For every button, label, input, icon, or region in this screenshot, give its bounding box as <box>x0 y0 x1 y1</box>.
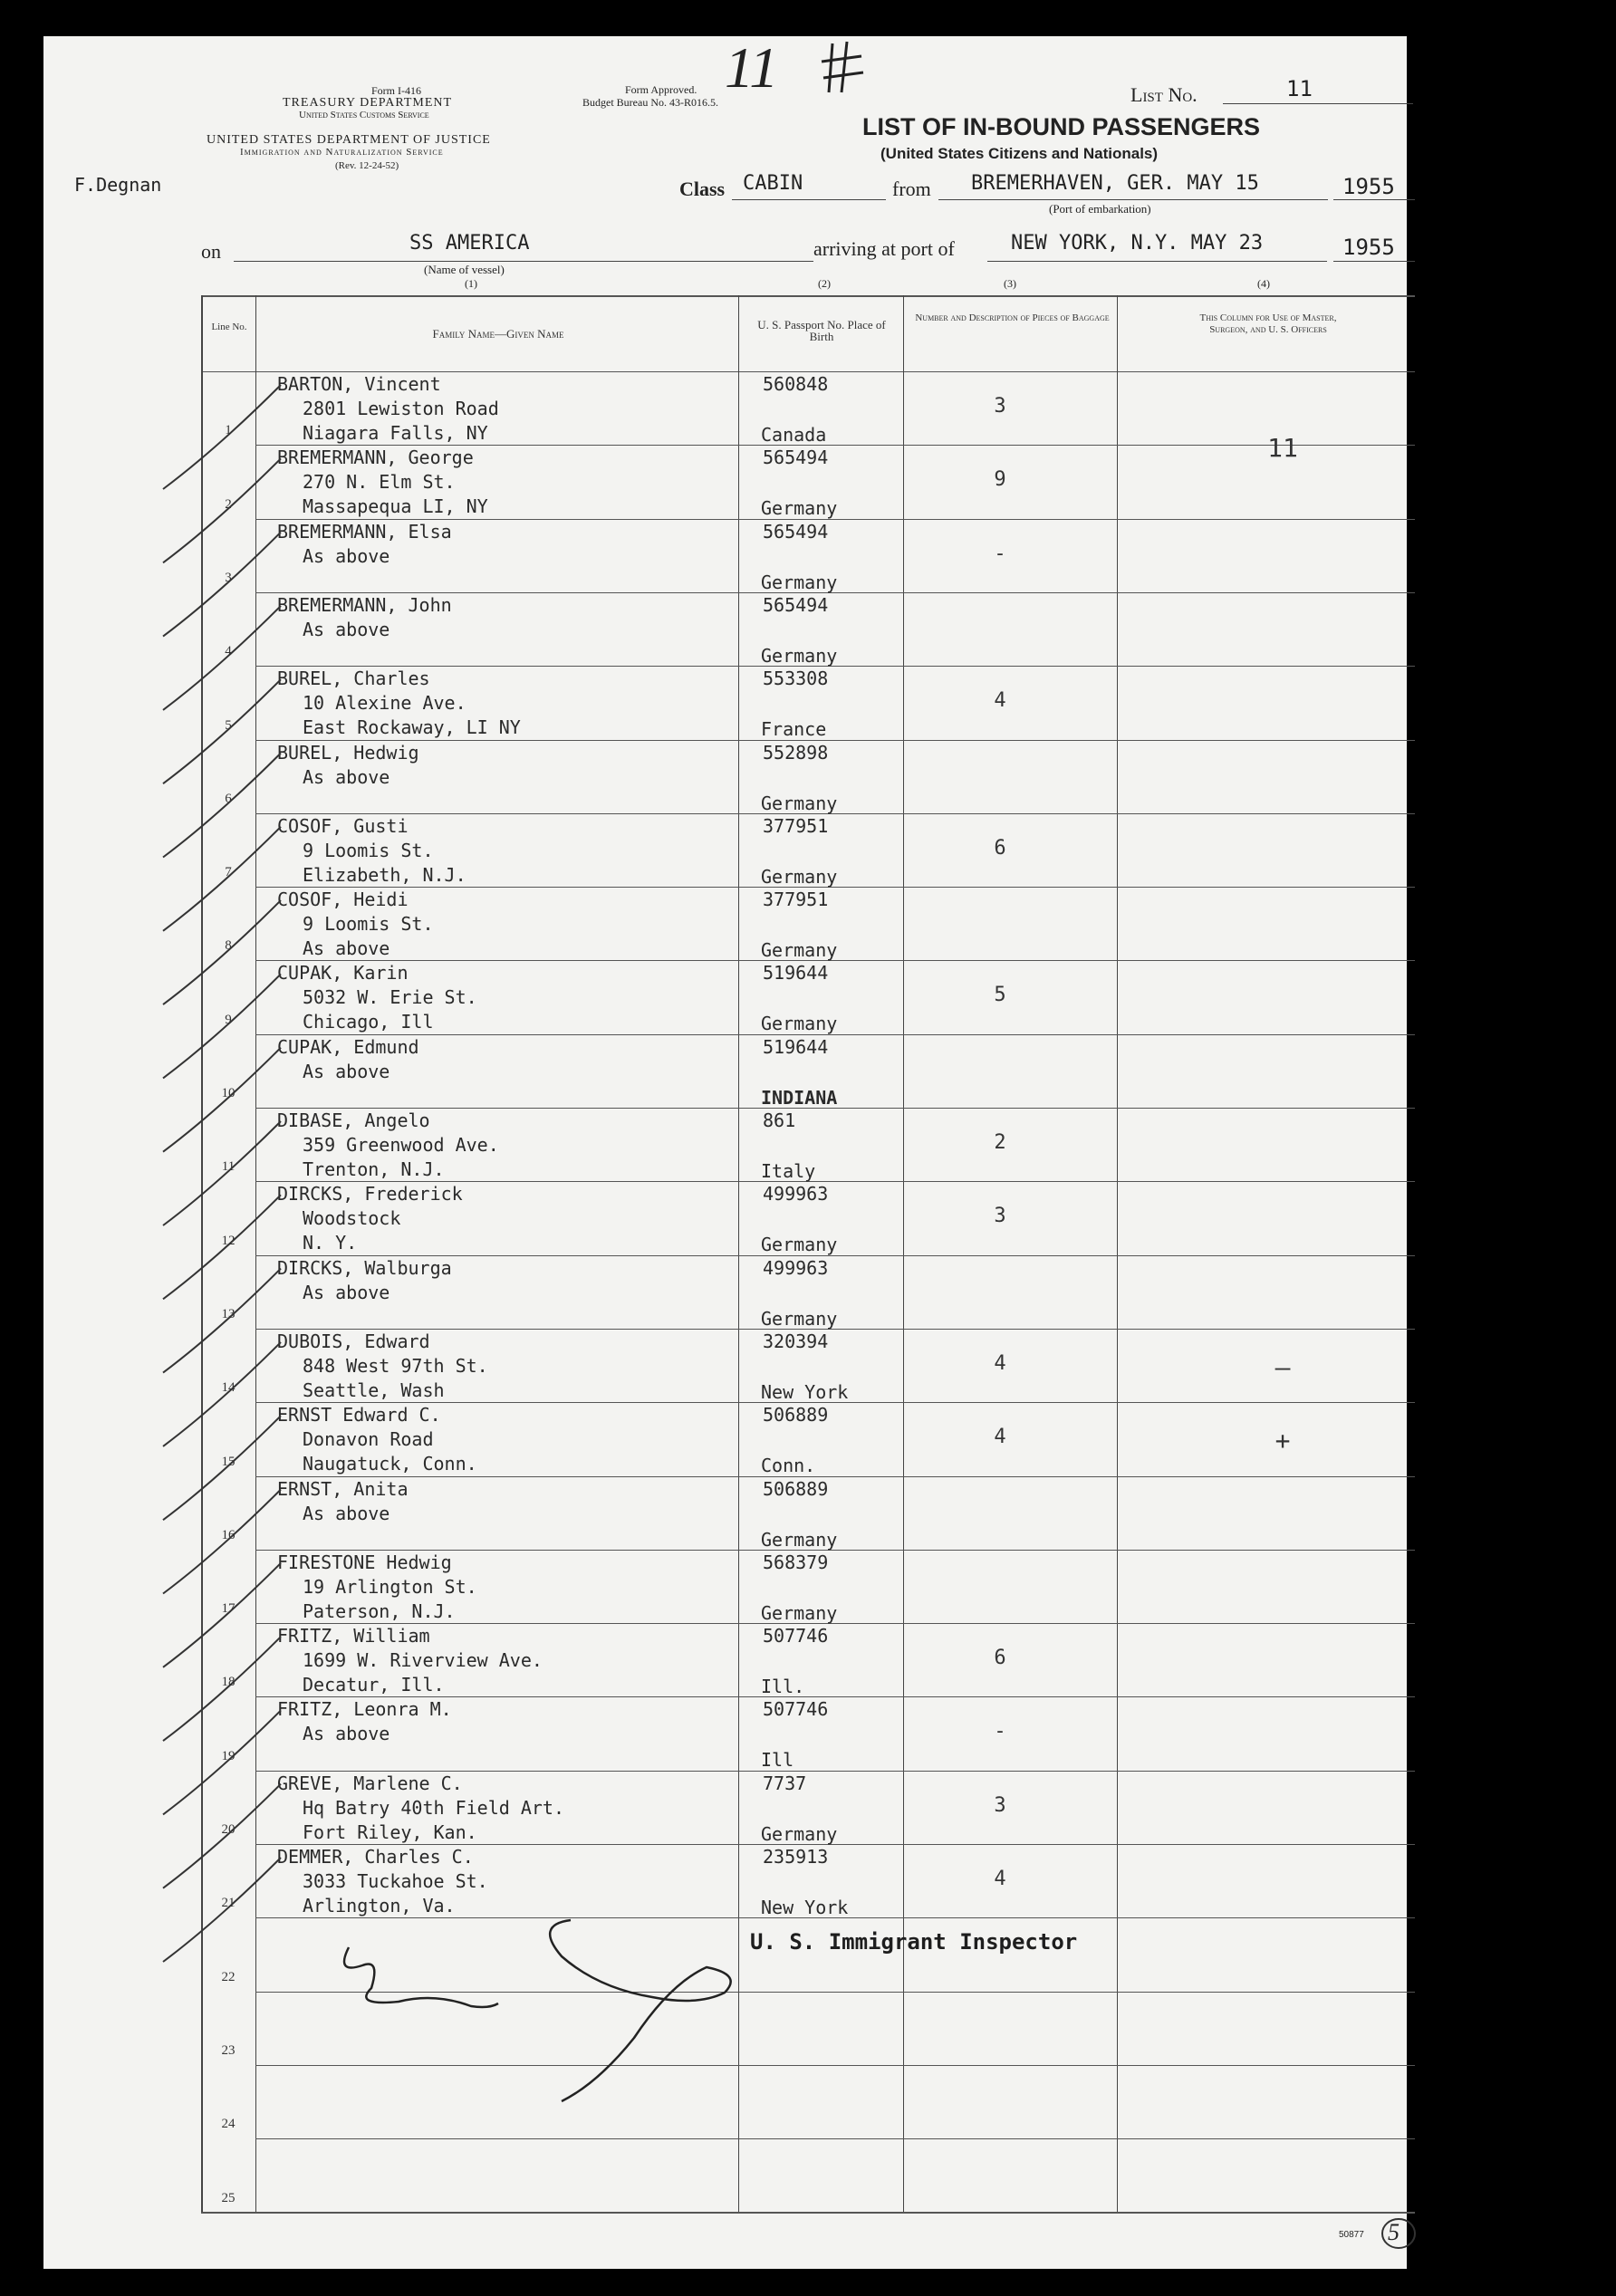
arriving-label: arriving at port of <box>813 237 955 260</box>
address-line-1: As above <box>303 1723 390 1745</box>
passenger-name: COSOF, Gusti <box>277 814 409 837</box>
passenger-name: DIBASE, Angelo <box>277 1110 430 1131</box>
address-line-2: Paterson, N.J. <box>303 1600 456 1622</box>
passenger-name: GREVE, Marlene C. <box>277 1772 463 1794</box>
place-of-birth: Germany <box>761 1528 838 1551</box>
baggage-count: 5 <box>994 984 1006 1007</box>
line-number: 2 <box>225 496 232 512</box>
check-mark <box>163 1269 281 1373</box>
address-line-2: East Rockaway, LI NY <box>303 716 521 739</box>
arrival-year-underline <box>1333 261 1415 262</box>
passport-number: 861 <box>763 1110 796 1131</box>
check-mark <box>163 827 281 931</box>
passport-number: 7737 <box>763 1772 807 1794</box>
check-mark <box>163 900 281 1004</box>
officer-notation: + <box>1275 1426 1291 1456</box>
address-line-1: As above <box>303 544 390 567</box>
place-of-birth: Canada <box>761 424 827 446</box>
baggage-count: 4 <box>994 1868 1006 1890</box>
passport-number: 377951 <box>763 814 829 837</box>
address-line-1: As above <box>303 1281 390 1303</box>
address-line-1: As above <box>303 1502 390 1524</box>
check-mark <box>163 1490 281 1594</box>
passenger-name: BUREL, Hedwig <box>277 741 419 764</box>
line-number: 21 <box>221 1896 236 1911</box>
check-mark <box>163 458 281 562</box>
inspector-stamp: U. S. Immigrant Inspector <box>750 1929 1078 1955</box>
address-line-1: 3033 Tuckahoe St. <box>303 1870 488 1892</box>
officer-notation: 11 <box>1267 433 1298 463</box>
passport-number: 507746 <box>763 1698 829 1721</box>
address-line-1: As above <box>303 1060 390 1082</box>
check-mark <box>163 1858 281 1962</box>
passenger-name: ERNST, Anita <box>277 1477 409 1500</box>
treasury-dept: TREASURY DEPARTMENT <box>283 96 453 110</box>
list-no-underline <box>1223 103 1413 104</box>
list-no-value: 11 <box>1286 76 1313 101</box>
justice-dept: UNITED STATES DEPARTMENT OF JUSTICE <box>207 133 491 147</box>
address-line-1: 9 Loomis St. <box>303 839 434 861</box>
check-mark <box>163 974 281 1078</box>
list-no-label: List No. <box>1130 83 1198 106</box>
check-mark <box>163 1637 281 1741</box>
line-number: 7 <box>225 865 232 880</box>
place-of-birth: Germany <box>761 497 838 520</box>
from-underline <box>938 199 1328 200</box>
passport-number: 560848 <box>763 373 829 395</box>
page-number-circle <box>1379 2215 1419 2252</box>
passenger-name: BREMERMANN, George <box>277 447 474 469</box>
passenger-name: DEMMER, Charles C. <box>277 1846 474 1868</box>
form-number: Form I-416 <box>371 84 421 97</box>
header-bottom-border <box>201 371 1415 372</box>
line-number: 5 <box>225 717 232 733</box>
address-line-1: 5032 W. Erie St. <box>303 986 477 1009</box>
passport-number: 499963 <box>763 1256 829 1279</box>
place-of-birth: Conn. <box>761 1455 816 1477</box>
baggage-count: - <box>994 542 1006 565</box>
passenger-name: FIRESTONE Hedwig <box>277 1551 452 1573</box>
address-line-2: As above <box>303 937 390 960</box>
passport-number: 499963 <box>763 1183 829 1206</box>
address-line-2: Naugatuck, Conn. <box>303 1453 477 1475</box>
officer-notation: — <box>1275 1351 1291 1382</box>
line-number: 11 <box>221 1159 236 1175</box>
baggage-count: 3 <box>994 1205 1006 1228</box>
passenger-name: DIRCKS, Frederick <box>277 1183 463 1206</box>
row-divider <box>255 740 1415 741</box>
line-number: 20 <box>221 1822 236 1837</box>
address-line-2: Chicago, Ill <box>303 1011 434 1033</box>
customs-service: United States Customs Service <box>299 110 429 120</box>
row-divider <box>255 1696 1415 1697</box>
check-mark <box>163 1784 281 1888</box>
passport-number: 565494 <box>763 447 829 469</box>
address-line-2: Decatur, Ill. <box>303 1674 445 1696</box>
line-number: 23 <box>221 2042 236 2058</box>
address-line-1: 10 Alexine Ave. <box>303 692 467 715</box>
document-subtitle: (United States Citizens and Nationals) <box>880 145 1159 162</box>
passenger-name: BARTON, Vincent <box>277 373 441 395</box>
place-of-birth: Germany <box>761 1822 838 1845</box>
header-officers: This Column for Use of Master, Surgeon, and U. S. Officers <box>1199 312 1337 335</box>
line-number: 10 <box>221 1086 236 1100</box>
passport-col-divider <box>903 295 904 2212</box>
place-of-birth: Germany <box>761 571 838 593</box>
line-number: 19 <box>221 1748 236 1763</box>
arrival-port: NEW YORK, N.Y. MAY 23 <box>1011 232 1264 255</box>
passenger-name: DIRCKS, Walburga <box>277 1256 452 1279</box>
place-of-birth: New York <box>761 1380 849 1403</box>
place-of-birth: Ill. <box>761 1676 805 1698</box>
place-of-birth: Germany <box>761 1601 838 1624</box>
class-label: Class <box>679 178 726 200</box>
place-of-birth: Germany <box>761 939 838 962</box>
from-label: from <box>892 178 931 200</box>
address-line-2: Seattle, Wash <box>303 1379 445 1401</box>
header-name: Family Name—Given Name <box>432 327 564 341</box>
passport-number: 519644 <box>763 962 829 985</box>
document-title: LIST OF IN-BOUND PASSENGERS <box>862 113 1261 140</box>
check-marks <box>145 362 326 1993</box>
line-number: 1 <box>225 423 232 438</box>
passenger-name: FRITZ, Leonra M. <box>277 1698 452 1721</box>
ins-service: Immigration and Naturalization Service <box>240 147 444 158</box>
address-line-2: Massapequa LI, NY <box>303 495 488 518</box>
passenger-name: DUBOIS, Edward <box>277 1330 430 1352</box>
class-underline <box>732 199 886 200</box>
handwritten-list-mark: 11 <box>725 35 779 100</box>
line-number: 8 <box>225 938 232 954</box>
place-of-birth: INDIANA <box>761 1086 838 1109</box>
passport-number: 565494 <box>763 593 829 616</box>
row-divider <box>255 1771 1415 1772</box>
check-mark <box>163 533 281 637</box>
check-mark <box>163 1195 281 1299</box>
address-line-1: As above <box>303 765 390 788</box>
place-of-birth: Italy <box>761 1160 816 1182</box>
col4-marker: (4) <box>1257 277 1270 290</box>
address-line-2: Niagara Falls, NY <box>303 422 488 444</box>
class-value: CABIN <box>743 172 803 195</box>
line-number: 24 <box>221 2117 236 2132</box>
baggage-count: 3 <box>994 1793 1006 1817</box>
port-embarkation-label: (Port of embarkation) <box>1049 202 1151 216</box>
address-line-2: Elizabeth, N.J. <box>303 863 467 886</box>
line-number: 12 <box>221 1233 236 1248</box>
passenger-name: CUPAK, Karin <box>277 962 409 985</box>
address-line-2: Trenton, N.J. <box>303 1158 445 1180</box>
inspector-signature <box>326 1902 761 2110</box>
address-line-1: 1699 W. Riverview Ave. <box>303 1649 543 1672</box>
footer-page-number: 5 <box>1388 2219 1400 2245</box>
check-mark <box>163 1416 281 1520</box>
address-line-2: Arlington, Va. <box>303 1895 456 1917</box>
address-line-1: 19 Arlington St. <box>303 1575 477 1598</box>
check-mark <box>163 1048 281 1152</box>
address-line-1: Woodstock <box>303 1207 401 1230</box>
line-number: 17 <box>221 1601 236 1617</box>
baggage-count: 6 <box>994 1647 1006 1670</box>
passport-number: 377951 <box>763 889 829 911</box>
vessel-name: SS AMERICA <box>409 232 530 255</box>
line-number: 6 <box>225 791 232 806</box>
passport-number: 506889 <box>763 1477 829 1500</box>
line-number: 3 <box>225 570 232 585</box>
address-line-1: Hq Batry 40th Field Art. <box>303 1796 564 1819</box>
header-baggage: Number and Description of Pieces of Baggage <box>915 312 1110 323</box>
check-mark <box>163 1121 281 1225</box>
place-of-birth: Ill <box>761 1749 794 1772</box>
revision: (Rev. 12-24-52) <box>335 160 399 171</box>
address-line-1: As above <box>303 618 390 640</box>
passenger-name: BREMERMANN, Elsa <box>277 520 452 543</box>
place-of-birth: Germany <box>761 1307 838 1330</box>
footer-code: 50877 <box>1339 2230 1364 2240</box>
passport-number: 507746 <box>763 1625 829 1648</box>
passport-number: 565494 <box>763 520 829 543</box>
baggage-col-divider <box>1117 295 1118 2212</box>
address-line-1: 2801 Lewiston Road <box>303 398 499 419</box>
check-mark <box>163 754 281 858</box>
address-line-1: Donavon Road <box>303 1428 434 1451</box>
line-number: 18 <box>221 1675 236 1690</box>
passport-number: 552898 <box>763 741 829 764</box>
place-of-birth: Germany <box>761 792 838 814</box>
baggage-count: 6 <box>994 836 1006 860</box>
passport-number: 553308 <box>763 668 829 690</box>
address-line-1: 9 Loomis St. <box>303 913 434 936</box>
place-of-birth: New York <box>761 1897 849 1918</box>
vessel-label: (Name of vessel) <box>424 263 505 276</box>
header-line-no: Line No. <box>211 322 247 332</box>
clerk-name: F.Degnan <box>74 174 162 196</box>
address-line-1: 848 West 97th St. <box>303 1354 488 1377</box>
baggage-count: 4 <box>994 689 1006 713</box>
line-number: 9 <box>225 1012 232 1027</box>
handwritten-hash-mark <box>820 36 874 100</box>
passport-number: 320394 <box>763 1330 829 1352</box>
baggage-count: 3 <box>994 395 1006 418</box>
col2-marker: (2) <box>818 277 831 290</box>
arrival-year: 1955 <box>1342 235 1395 260</box>
baggage-count: 9 <box>994 468 1006 492</box>
arrival-underline <box>987 261 1327 262</box>
form-approved: Form Approved. <box>625 83 697 96</box>
place-of-birth: Germany <box>761 644 838 667</box>
line-number: 16 <box>221 1527 236 1542</box>
line-number: 25 <box>221 2190 236 2205</box>
passenger-name: BUREL, Charles <box>277 668 430 690</box>
address-line-1: 359 Greenwood Ave. <box>303 1134 499 1156</box>
line-number: 14 <box>221 1380 236 1396</box>
check-mark <box>163 606 281 710</box>
line-number: 15 <box>221 1454 236 1469</box>
row-divider <box>255 2138 1415 2139</box>
table-top-border <box>201 295 1415 297</box>
address-line-2: Fort Riley, Kan. <box>303 1820 477 1843</box>
passport-number: 568379 <box>763 1551 829 1573</box>
passenger-name: FRITZ, William <box>277 1625 430 1648</box>
from-value: BREMERHAVEN, GER. MAY 15 <box>971 172 1259 195</box>
header-passport: U. S. Passport No. Place of Birth <box>757 318 886 343</box>
address-line-1: 270 N. Elm St. <box>303 471 456 494</box>
row-divider <box>255 1476 1415 1477</box>
budget-bureau: Budget Bureau No. 43-R016.5. <box>582 96 718 109</box>
line-number: 4 <box>225 644 232 659</box>
from-year: 1955 <box>1342 174 1395 199</box>
baggage-count: - <box>994 1720 1006 1744</box>
baggage-count: 4 <box>994 1426 1006 1449</box>
baggage-count: 2 <box>994 1131 1006 1154</box>
col3-marker: (3) <box>1004 277 1016 290</box>
row-divider <box>255 445 1415 446</box>
check-mark <box>163 1563 281 1667</box>
passport-number: 506889 <box>763 1404 829 1427</box>
check-mark <box>163 1342 281 1446</box>
year-underline <box>1333 199 1415 200</box>
place-of-birth: Germany <box>761 865 838 888</box>
vessel-underline <box>234 261 813 262</box>
baggage-count: 4 <box>994 1351 1006 1375</box>
passport-number: 235913 <box>763 1846 829 1868</box>
check-mark <box>163 1710 281 1814</box>
row-divider <box>255 1181 1415 1182</box>
row-divider <box>255 2213 1415 2214</box>
line-number: 22 <box>221 1969 236 1984</box>
check-mark <box>163 679 281 783</box>
passenger-name: ERNST Edward C. <box>277 1404 441 1427</box>
place-of-birth: Germany <box>761 1013 838 1035</box>
line-number: 13 <box>221 1306 236 1321</box>
passenger-name: BREMERMANN, John <box>277 593 452 616</box>
col1-marker: (1) <box>465 277 477 290</box>
place-of-birth: France <box>761 718 827 741</box>
passenger-name: COSOF, Heidi <box>277 889 409 911</box>
passenger-name: CUPAK, Edmund <box>277 1035 419 1058</box>
check-mark <box>163 385 281 489</box>
on-label: on <box>201 240 221 263</box>
place-of-birth: Germany <box>761 1234 838 1256</box>
passport-number: 519644 <box>763 1035 829 1058</box>
address-line-2: N. Y. <box>303 1232 358 1254</box>
